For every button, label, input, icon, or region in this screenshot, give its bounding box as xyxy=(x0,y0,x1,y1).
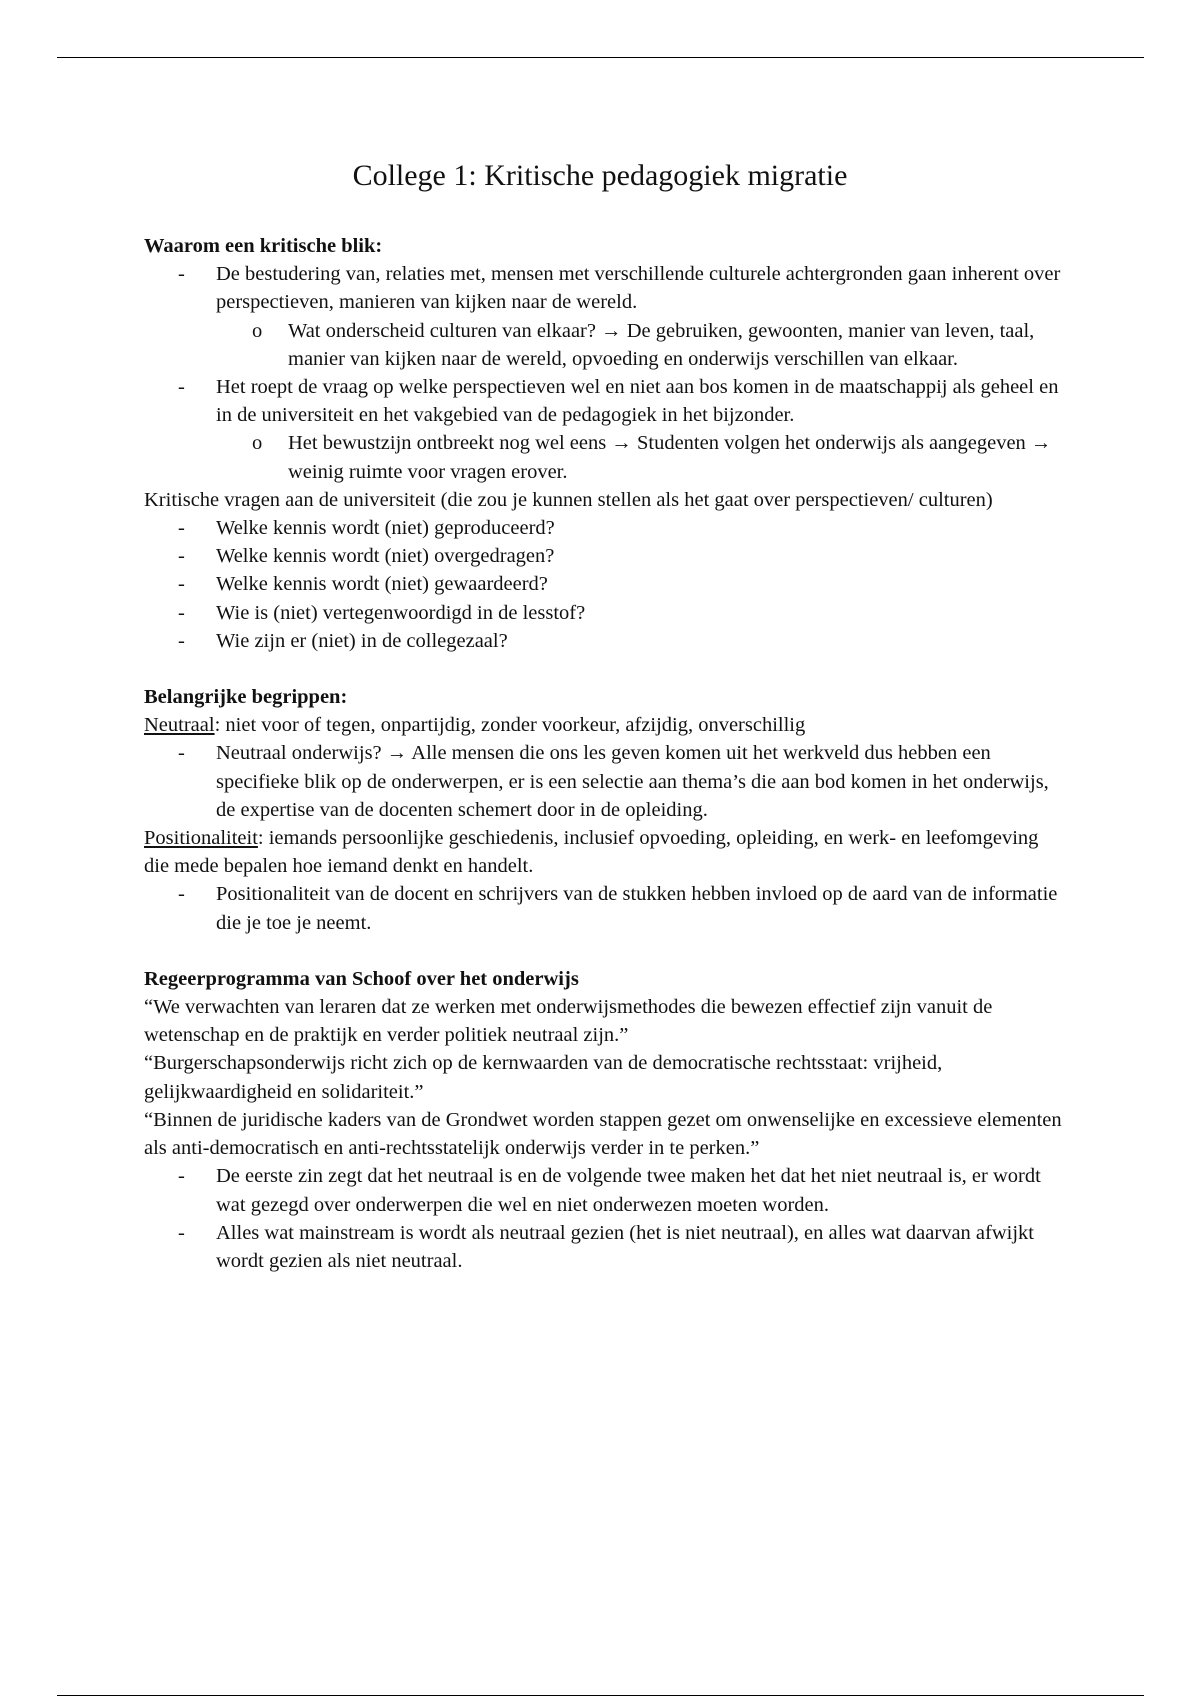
list-item-text: Welke kennis wordt (niet) geproduceerd? xyxy=(216,517,555,540)
sub-list-item-text: Het bewustzijn ontbreekt nog wel eens → Studenten volgen het onderwijs als aangegeven → weinig ruimte voor vragen erover. xyxy=(288,432,1052,483)
sub-list-item xyxy=(144,429,1064,485)
list-item-text: Wie zijn er (niet) in de collegezaal? xyxy=(216,629,508,652)
dash-marker: - xyxy=(178,1221,185,1244)
bullet-list xyxy=(144,1162,1064,1275)
list-item xyxy=(144,260,1064,316)
list-item xyxy=(144,514,1064,542)
question-list xyxy=(144,514,1064,655)
dash-marker: - xyxy=(178,573,185,596)
definition-text: : iemands persoonlijke geschiedenis, inclusief opvoeding, opleiding, en werk- en leefomgeving die mede bepalen hoe iemand denkt en handelt. xyxy=(144,827,1039,878)
list-item xyxy=(144,1162,1064,1218)
section-spacer xyxy=(144,937,1064,965)
sub-list-item xyxy=(144,317,1064,373)
quote-paragraph: “Burgerschapsonderwijs richt zich op de kernwaarden van de democratische rechtsstaat: vrijheid, gelijkwaardigheid en solidariteit.” xyxy=(144,1052,943,1103)
term-positionaliteit: Positionaliteit xyxy=(144,827,258,850)
document-body xyxy=(144,232,1064,1275)
list-item xyxy=(144,880,1064,936)
page-title: College 1: Kritische pedagogiek migratie xyxy=(352,159,848,192)
bullet-list xyxy=(144,880,1064,936)
paragraph-kritische-vragen: Kritische vragen aan de universiteit (die zou je kunnen stellen als het gaat over perspectieven/ culturen) xyxy=(144,488,993,511)
list-item-text: Neutraal onderwijs? → Alle mensen die ons les geven komen uit het werkveld dus hebben een specifieke blik op de onderwerpen, er is een selectie aan thema’s die aan bod komen in het onderwijs, de expertise van de docenten schemert door in de opleiding. xyxy=(216,742,1049,821)
dash-marker: - xyxy=(178,263,185,286)
definition-text: : niet voor of tegen, onpartijdig, zonder voorkeur, afzijdig, onverschillig xyxy=(214,714,806,737)
sub-list-item-text: Wat onderscheid culturen van elkaar? → De gebruiken, gewoonten, manier van leven, taal, manier van kijken naar de wereld, opvoeding en onderwijs verschillen van elkaar. xyxy=(288,319,1035,370)
quote-paragraph: “Binnen de juridische kaders van de Grondwet worden stappen gezet om onwenselijke en excessieve elementen als anti-democratisch en anti-rechtsstatelijk onderwijs verder in te perken.” xyxy=(144,1108,1062,1160)
list-item-text: Positionaliteit van de docent en schrijvers van de stukken hebben invloed op de aard van de informatie die je toe je neemt. xyxy=(216,883,1058,934)
list-item xyxy=(144,599,1064,627)
dash-marker: - xyxy=(178,376,185,399)
header-rule xyxy=(57,57,1144,58)
bullet-list xyxy=(144,260,1064,316)
list-item xyxy=(144,739,1064,824)
definition-neutraal xyxy=(144,711,1064,739)
footer-rule xyxy=(57,1695,1144,1696)
dash-marker: - xyxy=(178,601,185,624)
circle-marker: o xyxy=(252,319,263,342)
dash-marker: - xyxy=(178,883,185,906)
list-item xyxy=(144,542,1064,570)
list-item-text: De bestudering van, relaties met, mensen met verschillende culturele achtergronden gaan inherent over perspectieven, manieren van kijken naar de wereld. xyxy=(216,263,1061,314)
dash-marker: - xyxy=(178,1165,185,1188)
section-heading-begrippen: Belangrijke begrippen: xyxy=(144,686,348,709)
list-item-text: Welke kennis wordt (niet) gewaardeerd? xyxy=(216,573,548,596)
dash-marker: - xyxy=(178,545,185,568)
list-item xyxy=(144,627,1064,655)
section-heading-regeerprogramma: Regeerprogramma van Schoof over het onderwijs xyxy=(144,967,579,990)
list-item-text: Wie is (niet) vertegenwoordigd in de lesstof? xyxy=(216,601,586,624)
circle-marker: o xyxy=(252,432,263,455)
dash-marker: - xyxy=(178,742,185,765)
dash-marker: - xyxy=(178,517,185,540)
list-item-text: Het roept de vraag op welke perspectieven wel en niet aan bos komen in de maatschappij als geheel en in de universiteit en het vakgebied van de pedagogiek in het bijzonder. xyxy=(216,376,1059,427)
dash-marker: - xyxy=(178,629,185,652)
list-item xyxy=(144,1219,1064,1275)
list-item xyxy=(144,570,1064,598)
list-item-text: De eerste zin zegt dat het neutraal is en de volgende twee maken het dat het niet neutraal is, er wordt wat gezegd over onderwerpen die wel en niet onderwezen moeten worden. xyxy=(216,1165,1041,1216)
bullet-list xyxy=(144,373,1064,429)
quote-paragraph: “We verwachten van leraren dat ze werken met onderwijsmethodes die bewezen effectief zijn vanuit de wetenschap en de praktijk en verder politiek neutraal zijn.” xyxy=(144,996,993,1047)
sub-bullet-list xyxy=(144,429,1064,485)
section-spacer xyxy=(144,655,1064,683)
section-heading-waarom: Waarom een kritische blik: xyxy=(144,235,383,257)
bullet-list xyxy=(144,739,1064,824)
term-neutraal: Neutraal xyxy=(144,714,215,737)
definition-positionaliteit xyxy=(144,824,1064,880)
list-item xyxy=(144,373,1064,429)
sub-bullet-list xyxy=(144,317,1064,373)
list-item-text: Alles wat mainstream is wordt als neutraal gezien (het is niet neutraal), en alles wat daarvan afwijkt wordt gezien als niet neutraal. xyxy=(216,1221,1034,1272)
list-item-text: Welke kennis wordt (niet) overgedragen? xyxy=(216,545,555,568)
